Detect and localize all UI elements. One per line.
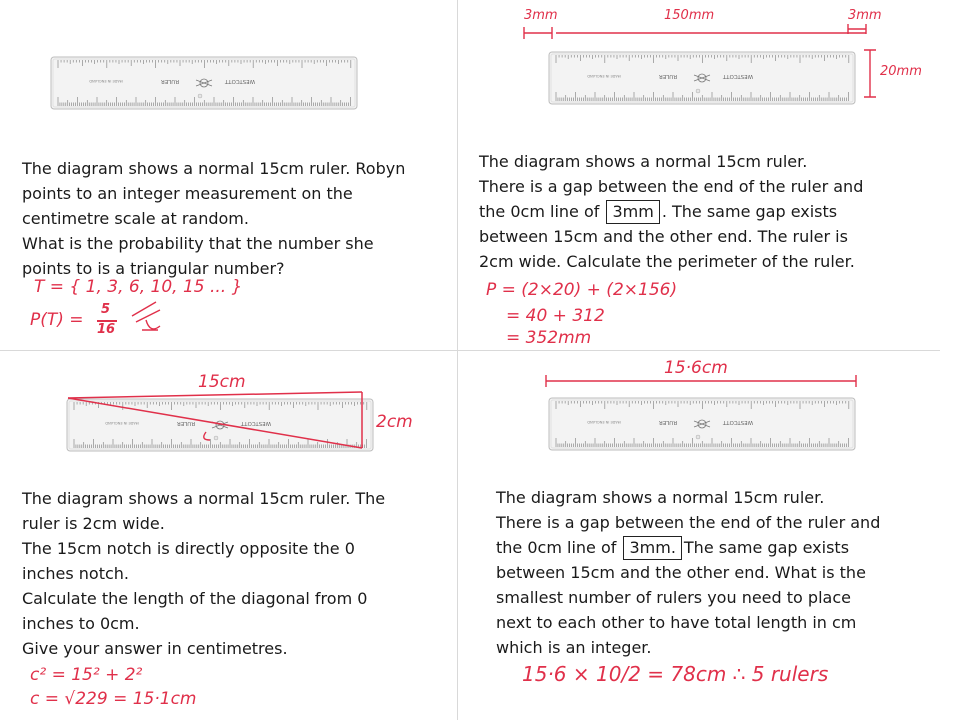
- q1-probability-label: P(T) =: [30, 310, 84, 330]
- question-line: Calculate the length of the diagonal from 0: [22, 589, 368, 608]
- question-fragment: the 0cm line of: [496, 538, 617, 557]
- svg-text:RULER: RULER: [658, 73, 678, 79]
- question-line: inches to 0cm.: [22, 614, 140, 633]
- question-line: centimetre scale at random.: [22, 209, 249, 228]
- question-line: between 15cm and the other end. What is the: [496, 563, 866, 582]
- question-fragment: the 0cm line of: [479, 202, 600, 221]
- question-line: 2cm wide. Calculate the perimeter of the ruler.: [479, 252, 855, 271]
- question-line: between 15cm and the other end. The ruler is: [479, 227, 848, 246]
- question-line: Give your answer in centimetres.: [22, 639, 288, 658]
- q2-working-line: P = (2×20) + (2×156): [486, 280, 678, 300]
- svg-text:RULER: RULER: [160, 78, 180, 84]
- question-line: inches notch.: [22, 564, 130, 583]
- q1-probability-denominator: 16: [97, 322, 116, 337]
- question-line: There is a gap between the end of the ruler and: [479, 177, 864, 196]
- gap-box: 3mm: [606, 200, 659, 224]
- question-fragment: . The same gap exists: [661, 202, 838, 221]
- svg-text:WESTCOTT: WESTCOTT: [722, 419, 754, 425]
- q1-probability-numerator: 5: [101, 302, 111, 317]
- question-line: points to is a triangular number?: [22, 259, 285, 278]
- question-line: next to each other to have total length in cm: [496, 613, 857, 632]
- q3-working-line: c = √229 = 15·1cm: [30, 689, 197, 709]
- question-line: The diagram shows a normal 15cm ruler. The: [22, 489, 386, 508]
- question-line: smallest number of rulers you need to place: [496, 588, 851, 607]
- svg-text:MADE IN ENGLAND: MADE IN ENGLAND: [587, 74, 621, 78]
- q4-working: 15·6 × 10/2 = 78cm ∴ 5 rulers: [522, 662, 829, 686]
- q3-working-line: c² = 15² + 2²: [30, 665, 143, 685]
- svg-text:MADE IN ENGLAND: MADE IN ENGLAND: [587, 420, 621, 424]
- question-line: points to an integer measurement on the: [22, 184, 353, 203]
- q2-right-gap-label: 3mm: [848, 8, 882, 23]
- q3-width-label: 2cm: [376, 412, 413, 432]
- svg-text:MADE IN ENGLAND: MADE IN ENGLAND: [89, 79, 123, 83]
- svg-text:WESTCOTT: WESTCOTT: [722, 73, 754, 79]
- svg-text:RULER: RULER: [176, 420, 196, 426]
- svg-text:WESTCOTT: WESTCOTT: [240, 420, 272, 426]
- svg-text:RULER: RULER: [658, 419, 678, 425]
- q2-working-line: = 352mm: [506, 328, 592, 348]
- svg-text:WESTCOTT: WESTCOTT: [224, 78, 256, 84]
- q2-working-line: = 40 + 312: [506, 306, 605, 326]
- question-line: ruler is 2cm wide.: [22, 514, 165, 533]
- svg-text:MADE IN ENGLAND: MADE IN ENGLAND: [105, 421, 139, 425]
- q1-triangular-set: T = { 1, 3, 6, 10, 15 ... }: [34, 277, 243, 297]
- q2-length-label: 150mm: [664, 8, 715, 23]
- q4-length-label: 15·6cm: [664, 358, 728, 378]
- question-line: The diagram shows a normal 15cm ruler. Robyn: [22, 159, 406, 178]
- gap-box: 3mm.: [623, 536, 681, 560]
- question-line: The 15cm notch is directly opposite the 0: [22, 539, 355, 558]
- q2-width-label: 20mm: [880, 64, 922, 79]
- question-line: There is a gap between the end of the ruler and: [496, 513, 881, 532]
- question-line: What is the probability that the number she: [22, 234, 374, 253]
- question-line: The diagram shows a normal 15cm ruler.: [496, 488, 825, 507]
- question-fragment: The same gap exists: [683, 538, 850, 557]
- q2-left-gap-label: 3mm: [524, 8, 558, 23]
- q3-length-label: 15cm: [198, 372, 246, 392]
- question-line: The diagram shows a normal 15cm ruler.: [479, 152, 808, 171]
- question-line: which is an integer.: [496, 638, 652, 657]
